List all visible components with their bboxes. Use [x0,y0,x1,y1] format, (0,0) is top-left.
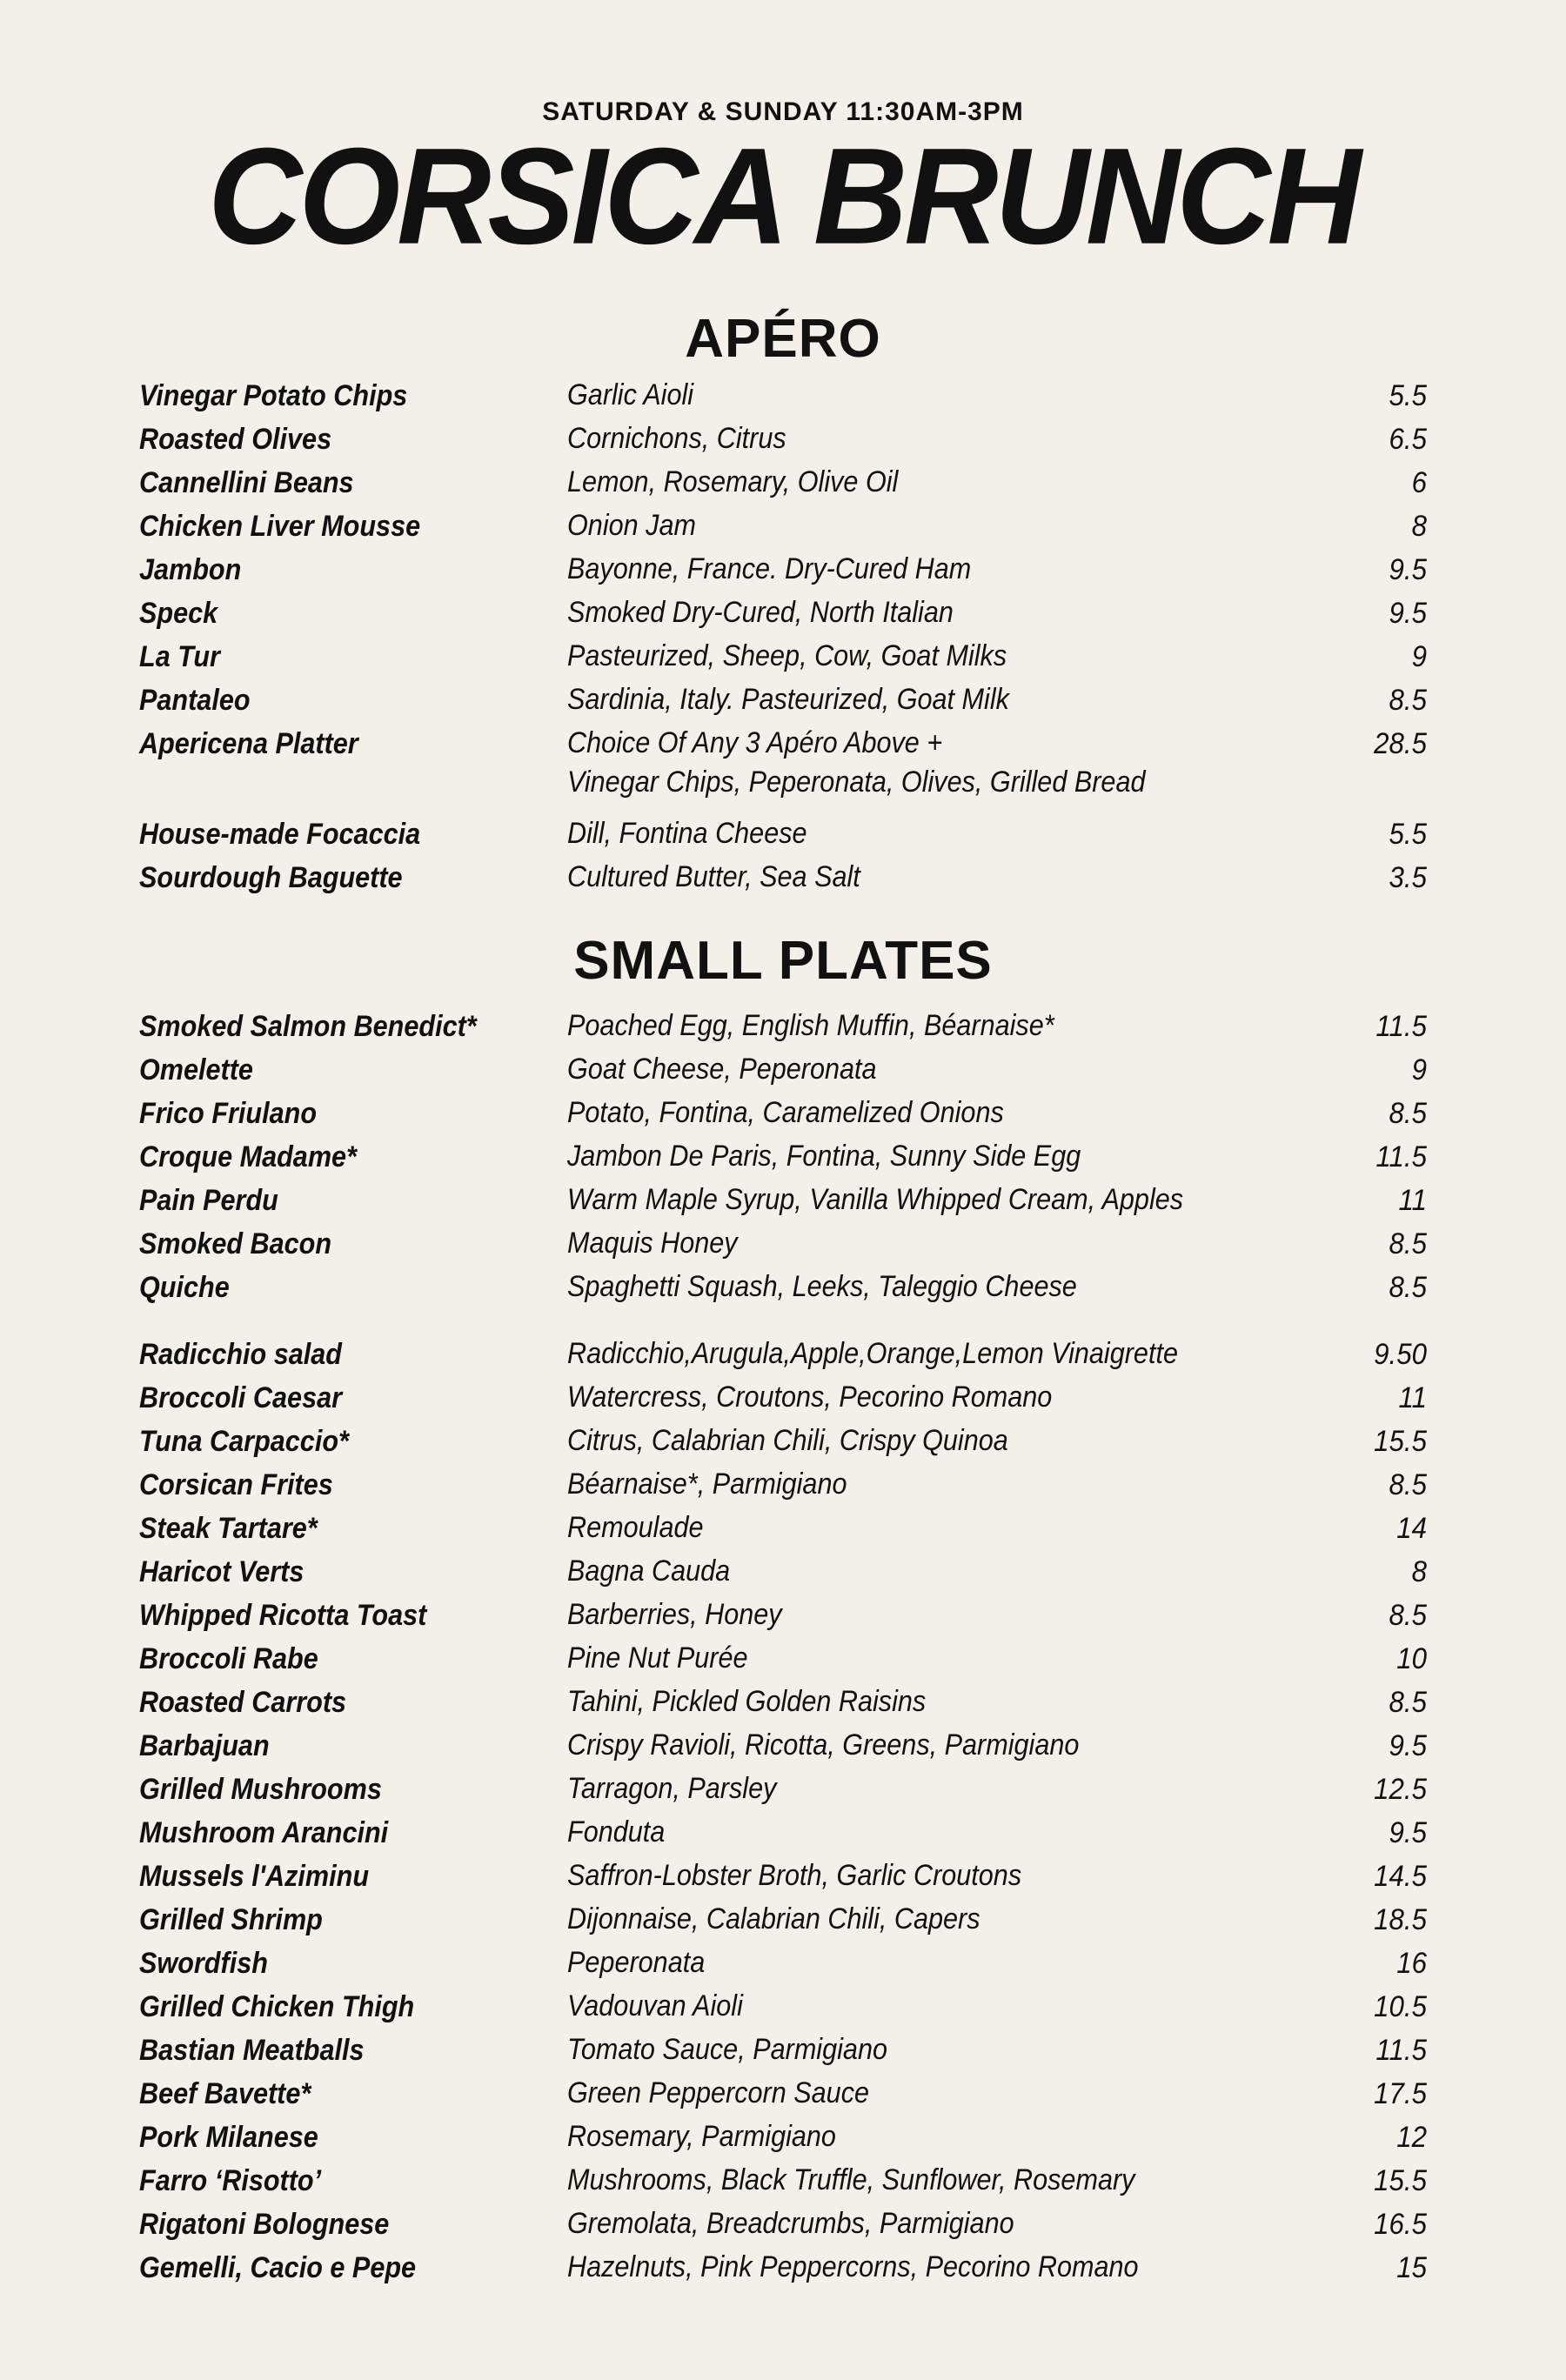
item-description [567,505,1322,545]
item-price: 9.5 [1389,1729,1427,1762]
item-price: 5.5 [1389,818,1427,851]
item-description [567,2072,1322,2113]
item-name: Frico Friulano [139,1097,318,1130]
item-description-line: Warm Maple Syrup, Vanilla Whipped Cream, Apples [567,1183,1184,1216]
item-price: 14.5 [1374,1860,1427,1893]
item-description-line: Hazelnuts, Pink Peppercorns, Pecorino Romano [567,2250,1139,2283]
menu-item [139,1811,1427,1855]
item-price: 17.5 [1374,2077,1427,2110]
item-price: 18.5 [1374,1903,1427,1936]
item-description-line: Dill, Fontina Cheese [567,817,807,850]
item-description [567,1005,1322,1046]
item-name: Mushroom Arancini [139,1816,389,1849]
item-price: 16 [1396,1947,1427,1980]
item-name: Whipped Ricotta Toast [139,1599,427,1632]
item-description [567,722,1322,802]
item-name: Quiche [139,1271,230,1304]
item-name: Grilled Mushrooms [139,1773,382,1806]
item-price: 6.5 [1389,423,1427,456]
item-name: Pork Milanese [139,2121,318,2154]
item-description-line: Goat Cheese, Peperonata [567,1053,877,1086]
item-price: 15.5 [1374,2164,1427,2197]
item-description [567,1179,1322,1220]
item-description-line: Bagna Cauda [567,1554,731,1588]
menu-item [139,1376,1427,1420]
menu-item [139,1092,1427,1135]
item-description-line: Cornichons, Citrus [567,422,786,455]
item-price: 14 [1396,1512,1427,1545]
item-price: 9.5 [1389,1816,1427,1849]
item-name: Grilled Shrimp [139,1903,323,1936]
item-description-line: Saffron-Lobster Broth, Garlic Croutons [567,1859,1022,1892]
item-description [567,1637,1322,1678]
menu-item [139,812,1427,856]
item-description-line: Vadouvan Aioli [567,1989,743,2022]
menu-item [139,1594,1427,1637]
item-description [567,2203,1322,2243]
item-description-line: Smoked Dry-Cured, North Italian [567,596,954,629]
menu-item [139,1898,1427,1942]
item-price: 11 [1398,1184,1427,1217]
item-name: Smoked Salmon Benedict* [139,1010,477,1043]
item-name: Rigatoni Bolognese [139,2208,390,2241]
menu-item [139,856,1427,899]
item-description [567,2029,1322,2069]
menu-item [139,1420,1427,1463]
item-description [567,1985,1322,2026]
item-price: 12 [1396,2121,1427,2154]
menu-item [139,1507,1427,1550]
menu-item [139,1048,1427,1092]
item-description [567,1724,1322,1765]
menu-item [139,1005,1427,1048]
item-description [567,1811,1322,1852]
item-price: 11.5 [1375,1010,1427,1043]
menu-item [139,1942,1427,1985]
menu-item [139,592,1427,635]
item-price: 28.5 [1374,727,1427,760]
item-description [567,1092,1322,1133]
item-description-line: Dijonnaise, Calabrian Chili, Capers [567,1902,980,1935]
menu-item [139,1135,1427,1179]
item-description-line: Potato, Fontina, Caramelized Onions [567,1096,1004,1129]
item-price: 9 [1411,1053,1427,1086]
item-name: Farro ‘Risotto’ [139,2164,322,2197]
menu-item [139,1855,1427,1898]
item-description-line: Fonduta [567,1815,666,1849]
menu-item [139,722,1427,802]
item-description [567,1550,1322,1591]
item-description-line: Barberries, Honey [567,1598,782,1631]
item-price: 5.5 [1389,379,1427,412]
menu-item [139,2029,1427,2072]
item-description [567,1376,1322,1417]
item-description [567,1266,1322,1307]
item-name: Cannellini Beans [139,466,354,499]
item-price: 10.5 [1374,1990,1427,2023]
item-description-line: Remoulade [567,1511,704,1544]
item-description [567,856,1322,897]
menu-item [139,1463,1427,1507]
item-price: 16.5 [1374,2208,1427,2241]
menu-item [139,505,1427,548]
item-description [567,2116,1322,2156]
menu-item [139,635,1427,679]
menu-item [139,1768,1427,1811]
menu-item [139,418,1427,461]
item-description [567,1768,1322,1808]
item-description-line: Pasteurized, Sheep, Cow, Goat Milks [567,639,1007,672]
item-description-line: Green Peppercorn Sauce [567,2076,870,2109]
item-description-line: Mushrooms, Black Truffle, Sunflower, Rosemary [567,2163,1135,2196]
item-name: Corsican Frites [139,1468,333,1501]
item-description [567,461,1322,502]
item-description [567,374,1322,415]
item-description-line: Spaghetti Squash, Leeks, Taleggio Cheese [567,1270,1077,1303]
section-title-apero: APÉRO [685,309,881,369]
item-name: Apericena Platter [139,727,358,760]
item-description-line: Béarnaise*, Parmigiano [567,1467,847,1501]
menu-item [139,1333,1427,1376]
item-name: Chicken Liver Mousse [139,510,421,543]
item-price: 11.5 [1375,2034,1427,2067]
item-price: 12.5 [1374,1773,1427,1806]
menu-item [139,1724,1427,1768]
item-name: Omelette [139,1053,253,1086]
menu-item [139,1681,1427,1724]
item-name: Beef Bavette* [139,2077,311,2110]
item-price: 9.5 [1389,553,1427,586]
item-price: 8 [1411,1555,1427,1588]
menu-item [139,1266,1427,1309]
item-description-line: Choice Of Any 3 Apéro Above + [567,726,943,759]
item-price: 15.5 [1374,1425,1427,1458]
item-price: 15 [1396,2251,1427,2284]
item-description-line: Onion Jam [567,509,696,542]
item-description [567,2159,1322,2200]
item-description [567,1222,1322,1263]
item-description-line: Pine Nut Purée [567,1641,748,1675]
item-price: 9.50 [1374,1338,1427,1371]
small-plates-list-1 [139,1005,1427,1309]
menu-item [139,1222,1427,1266]
item-description [567,1942,1322,1982]
item-description [567,1463,1322,1504]
item-name: Smoked Bacon [139,1227,332,1260]
item-price: 8.5 [1389,1271,1427,1304]
item-description [567,1135,1322,1176]
item-name: Grilled Chicken Thigh [139,1990,415,2023]
item-name: Tuna Carpaccio* [139,1425,349,1458]
brunch-hours: SATURDAY & SUNDAY 11:30AM-3PM [542,97,1024,126]
menu-item [139,1985,1427,2029]
item-name: Bastian Meatballs [139,2034,365,2067]
item-name: Roasted Carrots [139,1686,347,1719]
item-name: La Tur [139,640,220,673]
menu-item [139,679,1427,722]
item-price: 10 [1396,1642,1427,1675]
item-description [567,1048,1322,1089]
item-description [567,1420,1322,1461]
item-description [567,679,1322,719]
item-description-line: Citrus, Calabrian Chili, Crispy Quinoa [567,1424,1008,1457]
item-description-line: Maquis Honey [567,1227,738,1260]
item-description-line: Lemon, Rosemary, Olive Oil [567,465,899,498]
menu-item [139,1550,1427,1594]
item-description-line: Jambon De Paris, Fontina, Sunny Side Egg [567,1140,1081,1173]
item-name: Swordfish [139,1947,268,1980]
menu-item [139,2116,1427,2159]
item-description-line: Poached Egg, English Muffin, Béarnaise* [567,1009,1054,1042]
item-name: Haricot Verts [139,1555,304,1588]
apero-list [139,374,1427,899]
item-name: Vinegar Potato Chips [139,379,408,412]
item-price: 11 [1398,1381,1427,1414]
item-description [567,418,1322,458]
item-description [567,1898,1322,1939]
item-description-line: Tomato Sauce, Parmigiano [567,2033,887,2066]
item-name: Jambon [139,553,242,586]
item-name: Barbajuan [139,1729,270,1762]
item-price: 11.5 [1375,1140,1427,1173]
item-name: Broccoli Rabe [139,1642,318,1675]
small-plates-list-2 [139,1333,1427,2290]
item-description-line: Bayonne, France. Dry-Cured Ham [567,552,972,585]
menu-item [139,2246,1427,2290]
item-price: 8.5 [1389,1468,1427,1501]
item-description-line: Watercress, Croutons, Pecorino Romano [567,1381,1053,1414]
item-name: Broccoli Caesar [139,1381,343,1414]
menu-item [139,2159,1427,2203]
item-description-line: Crispy Ravioli, Ricotta, Greens, Parmigiano [567,1728,1080,1762]
item-description [567,1681,1322,1721]
item-description-line: Gremolata, Breadcrumbs, Parmigiano [567,2207,1014,2240]
item-description-line: Tahini, Pickled Golden Raisins [567,1685,927,1718]
item-description [567,812,1322,853]
item-description [567,592,1322,632]
item-price: 8 [1411,510,1427,543]
item-description [567,1507,1322,1548]
item-name: Mussels l'Aziminu [139,1860,370,1893]
item-price: 8.5 [1389,684,1427,717]
item-description-line: Garlic Aioli [567,378,694,411]
menu-item [139,548,1427,592]
menu-title: CORSICA BRUNCH [208,118,1358,273]
item-description-line: Rosemary, Parmigiano [567,2120,836,2153]
item-name: Gemelli, Cacio e Pepe [139,2251,417,2284]
item-price: 9 [1411,640,1427,673]
menu-item [139,1179,1427,1222]
item-name: Pain Perdu [139,1184,278,1217]
item-description [567,1333,1322,1374]
item-name: Speck [139,597,218,630]
item-name: Radicchio salad [139,1338,342,1371]
item-price: 8.5 [1389,1097,1427,1130]
item-description [567,1594,1322,1635]
menu-item [139,461,1427,505]
item-description [567,548,1322,589]
item-description-line: Peperonata [567,1946,706,1979]
item-price: 3.5 [1389,861,1427,894]
item-description-line: Vinegar Chips, Peperonata, Olives, Grilled Bread [567,765,1146,799]
section-title-small-plates: SMALL PLATES [573,931,993,991]
item-description-line: Sardinia, Italy. Pasteurized, Goat Milk [567,683,1009,716]
item-price: 8.5 [1389,1686,1427,1719]
item-name: Roasted Olives [139,423,332,456]
item-name: House-made Focaccia [139,818,421,851]
item-description-line: Radicchio,Arugula,Apple,Orange,Lemon Vinaigrette [567,1337,1178,1370]
item-name: Pantaleo [139,684,251,717]
menu-item [139,1637,1427,1681]
item-name: Steak Tartare* [139,1512,318,1545]
menu-item [139,2203,1427,2246]
menu-item [139,2072,1427,2116]
item-name: Sourdough Baguette [139,861,403,894]
item-description [567,635,1322,676]
menu-item [139,374,1427,418]
item-name: Croque Madame* [139,1140,357,1173]
item-price: 9.5 [1389,597,1427,630]
item-price: 8.5 [1389,1227,1427,1260]
item-price: 6 [1411,466,1427,499]
item-description [567,2246,1322,2287]
item-description [567,1855,1322,1895]
item-price: 8.5 [1389,1599,1427,1632]
item-description-line: Tarragon, Parsley [567,1772,777,1805]
item-description-line: Cultured Butter, Sea Salt [567,860,860,893]
